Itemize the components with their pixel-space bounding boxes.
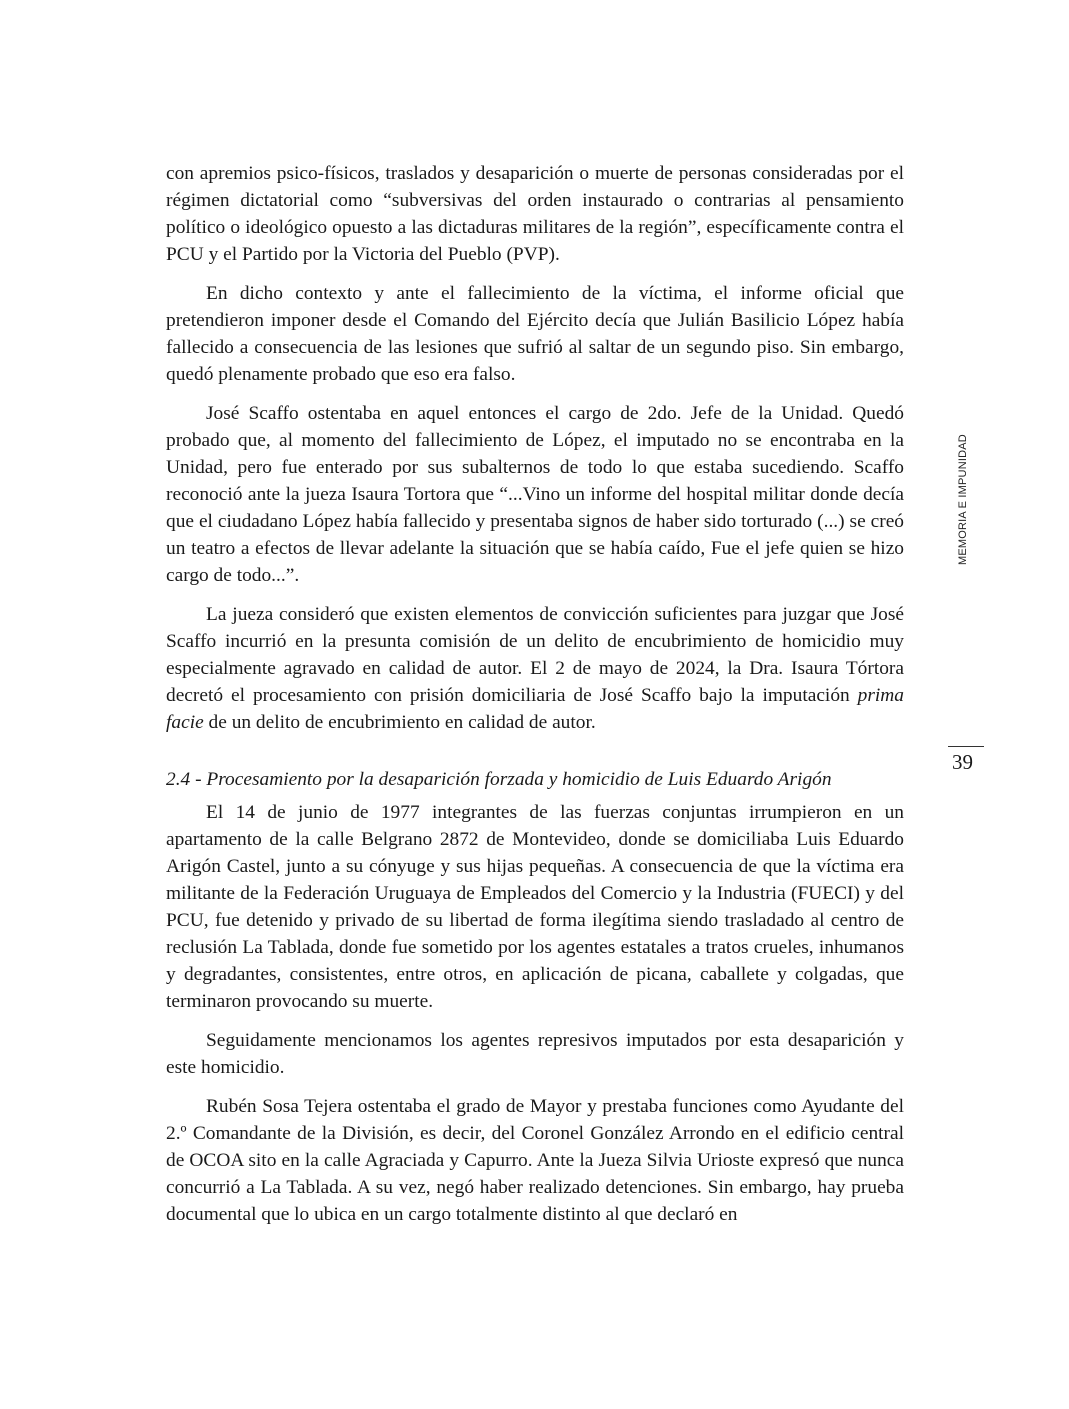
running-title bbox=[955, 420, 969, 565]
body-text bbox=[166, 160, 904, 1240]
page-number-rule bbox=[948, 746, 984, 747]
paragraph-continuation: con apremios psico-físicos, traslados y desaparición o muerte de personas consideradas por el régimen dictatorial como “subversivas del orden instaurado o contrarias al pensamiento político o ideológico opuesto a las dictaduras militares de la región”, específicamente contra el PCU y el Partido por la Victoria del Pueblo (PVP). bbox=[166, 163, 904, 265]
running-title-text: MEMORIA E IMPUNIDAD bbox=[957, 434, 969, 565]
page-number: 39 bbox=[952, 750, 973, 774]
latin-term: prima facie bbox=[166, 685, 904, 733]
decision-text: La jueza consideró que existen elementos de convicción suficientes para juzgar que José Scaffo incurrió en la presunta comisión de un delito de encubrimiento de homicidio muy especialmente agravado en calidad de autor. El 2 de mayo de 2024, la Dra. Isaura Tórtora decretó el procesamiento con prisión domiciliaria de José Scaffo bajo la imputación bbox=[166, 604, 904, 706]
section-heading: 2.4 - Procesamiento por la desaparición forzada y homicidio de Luis Eduardo Arigón bbox=[166, 769, 832, 790]
paragraph-sosa-tejera: Rubén Sosa Tejera ostentaba el grado de Mayor y prestaba funciones como Ayudante del 2.º Comandante de la División, es decir, del Coronel González Arrondo en el edificio central de OCOA sito en la calle Agraciada y Capurro. Ante la Jueza Silvia Urioste expresó que nunca concurrió a La Tablada. A su vez, negó haber realizado detenciones. Sin embargo, hay prueba documental que lo ubica en un cargo totalmente distinto al que declaró en bbox=[166, 1096, 904, 1225]
paragraph-judge-decision bbox=[166, 601, 904, 736]
decision-text-end: de un delito de encubrimiento en calidad de autor. bbox=[208, 712, 596, 733]
paragraph-arigon-detention: El 14 de junio de 1977 integrantes de las fuerzas conjuntas irrumpieron en un apartamento de la calle Belgrano 2872 de Montevideo, donde se domiciliaba Luis Eduardo Arigón Castel, junto a su cónyuge y sus hijas pequeñas. A consecuencia de que la víctima era militante de la Federación Uruguaya de Empleados del Comercio y la Industria (FUECI) y del PCU, fue detenido y privado de su libertad de forma ilegítima siendo trasladado al centro de reclusión La Tablada, donde fue sometido por los agentes estatales a tratos crueles, inhumanos y degradantes, consistentes, entre otros, en aplicación de picana, caballete y colgadas, que terminaron provocando su muerte. bbox=[166, 802, 904, 1012]
paragraph-official-report: En dicho contexto y ante el fallecimiento de la víctima, el informe oficial que pretendieron imponer desde el Comando del Ejército decía que Julián Basilicio López había fallecido a consecuencia de las lesiones que sufrió al saltar de un segundo piso. Sin embargo, quedó plenamente probado que eso era falso. bbox=[166, 283, 904, 385]
paragraph-scaffo-role: José Scaffo ostentaba en aquel entonces el cargo de 2do. Jefe de la Unidad. Quedó probado que, al momento del fallecimiento de López, el imputado no se encontraba en la Unidad, pero fue enterado por sus subalternos de todo lo que estaba sucediendo. Scaffo reconoció ante la jueza Isaura Tortora que “...Vino un informe del hospital militar donde decía que el ciudadano López había fallecido y presentaba signos de haber sido torturado (...) se creó un teatro a efectos de llevar adelante la situación que se había caído, Fue el jefe quien se hizo cargo de todo...”. bbox=[166, 403, 904, 586]
paragraph-agents-intro: Seguidamente mencionamos los agentes represivos imputados por esta desaparición y este homicidio. bbox=[166, 1030, 904, 1078]
